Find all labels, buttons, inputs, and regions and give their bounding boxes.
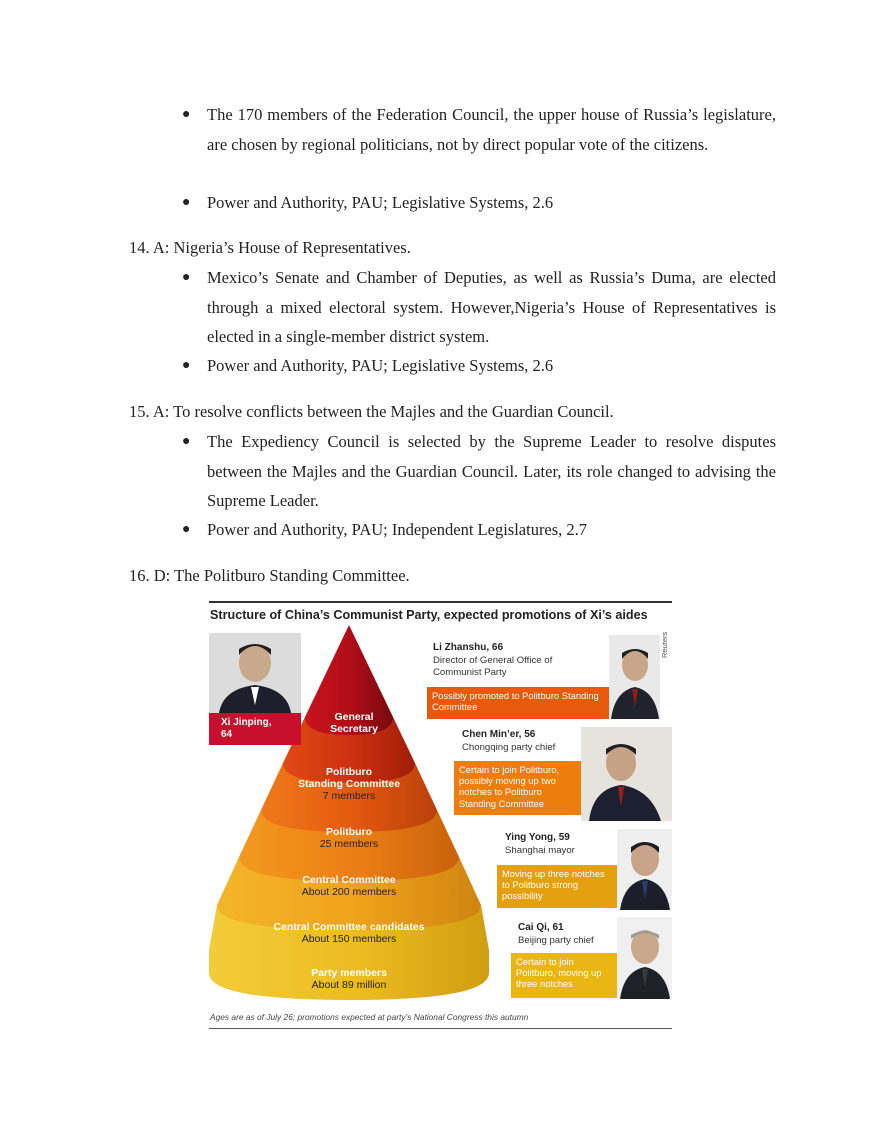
person-role: Beijing party chief xyxy=(518,935,594,946)
person-role: Director of General Office of Communist Party xyxy=(433,655,553,678)
person-name: Cai Qi, 61 xyxy=(518,922,564,933)
bullet-icon: ● xyxy=(182,107,191,122)
level-name: Party members xyxy=(311,967,387,979)
xi-photo xyxy=(209,633,301,713)
bullet-icon: ● xyxy=(182,434,191,449)
photo-credit: Reuters xyxy=(660,631,669,658)
portrait-icon xyxy=(581,727,672,821)
bullet-text: The Expediency Council is selected by the Supreme Leader to resolve disputes between the Majles and the Guardian Council. Later, its role changed to advising the Supreme Leader. xyxy=(207,432,776,510)
level-name: Politburo xyxy=(325,766,373,778)
person-role: Shanghai mayor xyxy=(505,845,575,856)
level-count: About 89 million xyxy=(311,979,387,991)
bullet-text: Mexico’s Senate and Chamber of Deputies, as well as Russia’s Duma, are elected through a mixed electoral system. However,Nigeria’s House of Representatives is elected in a single-member district system. xyxy=(207,268,776,346)
person-name: Li Zhanshu, 66 xyxy=(433,642,504,653)
xi-age: 64 xyxy=(221,729,233,740)
footnote: Ages are as of July 26; promotions expected at party’s National Congress this autumn xyxy=(210,1012,529,1022)
bullet-text: The 170 members of the Federation Council, the upper house of Russia’s legislature, are chosen by regional politicians, not by direct popular vote of the citizens. xyxy=(207,105,776,154)
bullet-text: Power and Authority, PAU; Legislative Systems, 2.6 xyxy=(207,356,554,375)
li-photo xyxy=(609,635,660,719)
promotion-note: Possibly promoted to Politburo Standing Committee xyxy=(427,687,609,719)
level-count: 7 members xyxy=(322,790,376,802)
level-name: General xyxy=(334,711,374,723)
bullet-icon: ● xyxy=(182,358,191,373)
portrait-icon xyxy=(617,917,672,999)
level-count: About 150 members xyxy=(301,933,397,945)
portrait-icon xyxy=(609,635,660,719)
bullet-icon: ● xyxy=(182,270,191,285)
list-item xyxy=(182,100,776,159)
portrait-icon xyxy=(617,829,672,910)
list-item xyxy=(182,351,776,381)
portrait-icon xyxy=(209,633,301,713)
label-politburo xyxy=(269,826,429,850)
xi-name: Xi Jinping, xyxy=(221,717,272,728)
label-party-members xyxy=(229,967,469,991)
person-role: Chongqing party chief xyxy=(462,742,556,753)
label-standing-committee xyxy=(259,766,439,802)
level-name-2: Standing Committee xyxy=(297,778,401,790)
bottom-rule xyxy=(209,1028,672,1029)
list-item xyxy=(182,188,776,218)
promotion-note: Certain to join Politburo, moving up three notches xyxy=(511,953,617,998)
bullet-icon: ● xyxy=(182,522,191,537)
level-name-2: Secretary xyxy=(330,723,378,735)
list-item xyxy=(182,427,776,516)
label-central-committee xyxy=(249,874,449,898)
question-heading: 15. A: To resolve conflicts between the Majles and the Guardian Council. xyxy=(129,402,614,421)
level-name: Central Committee candidates xyxy=(273,921,425,933)
person-name: Chen Min’er, 56 xyxy=(462,729,536,740)
question-heading: 14. A: Nigeria’s House of Representatives. xyxy=(129,238,411,257)
bullet-icon: ● xyxy=(182,195,191,210)
question-heading: 16. D: The Politburo Standing Committee. xyxy=(129,566,410,585)
top-rule xyxy=(209,601,672,603)
level-name: Politburo xyxy=(325,826,373,838)
party-structure-infographic xyxy=(209,601,672,1029)
level-name: Central Committee xyxy=(302,874,396,886)
infographic-title: Structure of China’s Communist Party, expected promotions of Xi’s aides xyxy=(210,608,648,622)
label-general-secretary xyxy=(304,711,404,735)
cai-photo xyxy=(617,917,672,999)
ying-photo xyxy=(617,829,672,910)
person-name: Ying Yong, 59 xyxy=(505,832,570,843)
chen-photo xyxy=(581,727,672,821)
bullet-text: Power and Authority, PAU; Independent Legislatures, 2.7 xyxy=(207,520,588,539)
promotion-note: Certain to join Politburo, possibly moving up two notches to Politburo Standing Committee xyxy=(454,761,584,815)
bullet-text: Power and Authority, PAU; Legislative Systems, 2.6 xyxy=(207,193,554,212)
list-item xyxy=(182,263,776,352)
xi-label xyxy=(209,713,301,745)
level-count: About 200 members xyxy=(301,886,397,898)
promotion-note: Moving up three notches to Politburo strong possibility xyxy=(497,865,617,908)
label-cc-candidates xyxy=(229,921,469,945)
list-item xyxy=(182,515,776,545)
level-count: 25 members xyxy=(319,838,379,850)
